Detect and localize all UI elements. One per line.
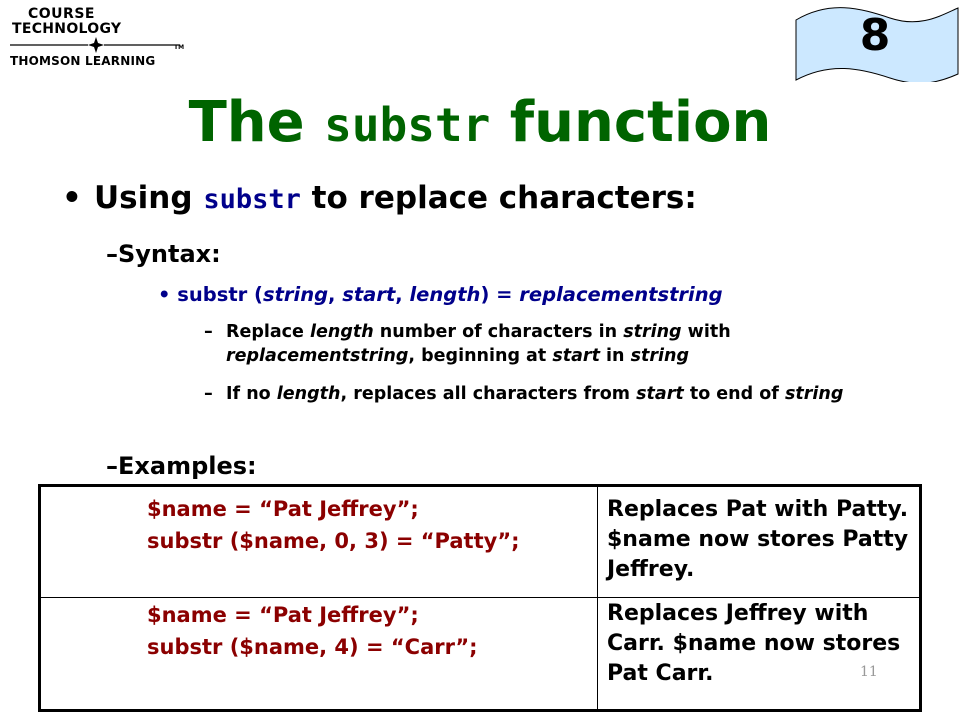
- row-2-code-line-2: substr ($name, 4) = “Carr”;: [147, 635, 478, 659]
- note-1-text: Replace: [226, 322, 311, 342]
- row-2-code-line-1: $name = “Pat Jeffrey”;: [147, 603, 419, 627]
- syntax-fn: substr (: [177, 283, 263, 306]
- row-1-code-line-1: $name = “Pat Jeffrey”;: [147, 497, 419, 521]
- note-1-italic: length: [310, 322, 374, 342]
- table-row-divider: [41, 597, 919, 598]
- chapter-number: 8: [859, 10, 891, 61]
- table-row-2-code: [147, 599, 478, 663]
- chapter-flag: [790, 2, 960, 82]
- note-1-text: , beginning at: [408, 346, 553, 366]
- note-2-italic: string: [784, 384, 844, 404]
- note-1-text: with: [681, 322, 731, 342]
- logo-line-1: COURSE: [28, 6, 95, 22]
- examples-label: –Examples:: [106, 452, 257, 480]
- note-1-italic: start: [552, 346, 600, 366]
- main-bullet-code: substr: [203, 184, 301, 215]
- note-2-text: , replaces all characters from: [340, 384, 637, 404]
- syntax-arg-string: string: [262, 283, 329, 306]
- logo-line-2: TECHNOLOGY: [12, 21, 122, 37]
- syntax-bullet: •: [158, 283, 171, 306]
- syntax-label: –Syntax:: [106, 240, 221, 268]
- logo-star-icon: [8, 37, 183, 53]
- publisher-logo: [8, 4, 183, 70]
- note-2-dash: –: [204, 384, 213, 404]
- syntax-replacement: replacementstring: [519, 283, 723, 306]
- examples-table: [38, 484, 922, 712]
- note-1-dash: –: [204, 322, 213, 342]
- bullet-dot: •: [62, 180, 82, 216]
- title-code: substr: [324, 98, 491, 152]
- table-row-2-desc: Replaces Jeffrey with Carr. $name now stores Pat Carr.: [607, 601, 901, 686]
- table-row-1-code: [147, 493, 520, 557]
- syntax-sep-2: ,: [395, 283, 410, 306]
- note-1-text: in: [599, 346, 631, 366]
- syntax-close: ) =: [480, 283, 520, 306]
- syntax-note-2: [204, 382, 916, 406]
- logo-line-3: THOMSON LEARNING: [10, 54, 156, 68]
- slide-title: [0, 88, 960, 160]
- page-number: 11: [860, 664, 878, 680]
- note-2-text: If no: [226, 384, 277, 404]
- main-bullet-prefix: Using: [94, 180, 204, 216]
- table-row-1-desc: Replaces Pat with Patty. $name now stores Patty Jeffrey.: [607, 497, 909, 582]
- main-bullet: [62, 180, 697, 216]
- logo-trademark: TM: [174, 44, 185, 51]
- note-1-italic: string: [630, 346, 689, 366]
- syntax-arg-length: length: [409, 283, 481, 306]
- note-2-italic: start: [636, 384, 684, 404]
- note-2-text: to end of: [683, 384, 785, 404]
- syntax-line: [158, 283, 723, 306]
- note-1-italic: string: [623, 322, 682, 342]
- main-bullet-suffix: to replace characters:: [300, 180, 697, 216]
- syntax-arg-start: start: [342, 283, 396, 306]
- title-prefix: The: [188, 90, 325, 155]
- note-1-text: number of characters in: [373, 322, 624, 342]
- title-suffix: function: [490, 90, 772, 155]
- table-column-divider: [597, 487, 598, 709]
- note-2-italic: length: [276, 384, 341, 404]
- note-1-italic: replacementstring: [226, 346, 409, 366]
- syntax-sep-1: ,: [328, 283, 343, 306]
- row-1-code-line-2: substr ($name, 0, 3) = “Patty”;: [147, 529, 520, 553]
- syntax-note-1: [204, 320, 916, 368]
